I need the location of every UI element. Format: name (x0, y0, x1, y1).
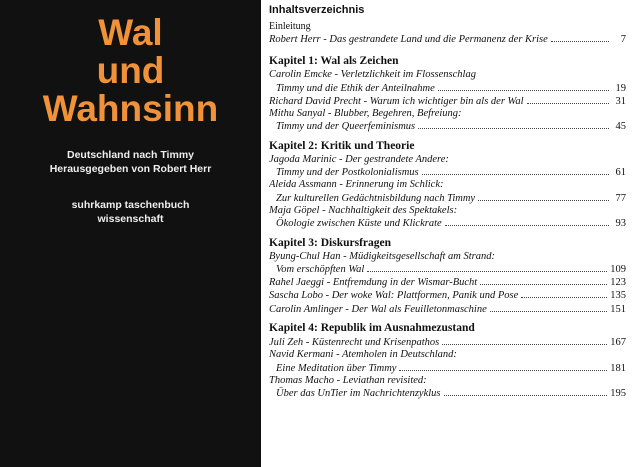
entry-row (269, 303, 626, 316)
toc-entry (269, 179, 626, 205)
entry-text: Eine Meditation über Timmy (276, 362, 397, 374)
entry-row (269, 336, 626, 349)
entry-text: Richard David Precht - Warum ich wichtiger bin als der Wal (269, 95, 524, 107)
dot-leader (521, 289, 607, 298)
dot-leader (490, 303, 607, 312)
page-number: 167 (610, 337, 626, 349)
entry-row (269, 276, 626, 289)
dot-leader (442, 336, 607, 345)
toc-heading: Inhaltsverzeichnis (269, 4, 365, 16)
cover-subtitle (0, 148, 261, 176)
entry-text: Jagoda Marinic - Der gestrandete Andere: (269, 153, 449, 165)
book-cover (0, 0, 261, 467)
dot-leader (422, 166, 609, 175)
dot-leader (480, 276, 607, 285)
page-number: 151 (610, 303, 626, 315)
entry-row (269, 362, 626, 375)
entry-text: Zur kulturellen Gedächtnisbildung nach Timmy (276, 192, 476, 204)
entry-text: Juli Zeh - Küstenrecht und Krisenpathos (269, 337, 440, 349)
entry-text: Mithu Sanyal - Blubber, Begehren, Befreiung: (269, 108, 462, 120)
page-number: 93 (615, 218, 626, 230)
page-number: 77 (615, 192, 626, 204)
dot-leader (399, 362, 607, 371)
entry-text: Byung-Chul Han - Müdigkeitsgesellschaft am Strand: (269, 250, 496, 262)
chapter-title: Kapitel 4: Republik im Ausnahmezustand (269, 322, 475, 335)
toc-entry (269, 95, 626, 108)
entry-row (269, 263, 626, 276)
entry-text: Carolin Emcke - Verletzlichkeit im Flossenschlag (269, 69, 476, 81)
entry-text: Vom erschöpften Wal (276, 263, 365, 275)
cover-publisher-line: suhrkamp taschenbuch (71, 199, 190, 211)
toc-entry (269, 205, 626, 231)
page-number: 123 (610, 277, 626, 289)
entry-text: Über das UnTier im Nachrichtenzyklus (276, 388, 441, 400)
toc-entry (269, 69, 626, 95)
toc-entry (269, 276, 626, 289)
entry-text: Robert Herr - Das gestrandete Land und die Permanenz der Krise (269, 34, 548, 45)
entry-row (269, 166, 626, 179)
intro-label: Einleitung (269, 21, 311, 32)
entry-row (269, 120, 626, 133)
page-number: 195 (610, 388, 626, 400)
entry-text: Carolin Amlinger - Der Wal als Feuilletonmaschine (269, 303, 487, 315)
chapter-section (269, 321, 626, 400)
dot-leader (418, 120, 609, 129)
entry-text: Aleida Assmann - Erinnerung im Schlick: (269, 179, 444, 191)
dot-leader (444, 387, 608, 396)
chapter-section (269, 139, 626, 231)
entry-text: Sascha Lobo - Der woke Wal: Plattformen, Panik und Pose (269, 290, 519, 302)
entry-row (269, 33, 626, 46)
chapter-title: Kapitel 1: Wal als Zeichen (269, 55, 399, 68)
cover-title (0, 14, 261, 128)
dot-leader (445, 217, 609, 226)
chapter-section (269, 236, 626, 316)
intro-entry (269, 33, 626, 46)
entry-row (269, 217, 626, 230)
chapter-title: Kapitel 3: Diskursfragen (269, 236, 392, 249)
page-number: 181 (610, 362, 626, 374)
entry-text: Rahel Jaeggi - Entfremdung in der Wismar-Bucht (269, 277, 478, 289)
toc-entry (269, 375, 626, 401)
toc-entry (269, 303, 626, 316)
entry-row (269, 289, 626, 302)
cover-subtitle-line: Deutschland nach Timmy (66, 149, 194, 161)
chapter-list (269, 54, 626, 400)
dot-leader (527, 95, 609, 104)
cover-publisher (0, 198, 261, 226)
toc-entry (269, 251, 626, 277)
toc-entry (269, 33, 626, 46)
cover-editor-line: Herausgegeben von Robert Herr (49, 163, 212, 175)
entry-row (269, 82, 626, 95)
entry-text: Thomas Macho - Leviathan revisited: (269, 374, 427, 386)
dot-leader (367, 263, 607, 272)
cover-title-line: Wahnsinn (42, 88, 219, 129)
entry-text: Ökologie zwischen Küste und Klickrate (276, 218, 442, 230)
entry-text: Navid Kermani - Atemholen in Deutschland: (269, 349, 457, 361)
page-number: 109 (610, 263, 626, 275)
cover-title-line: Wal (98, 12, 163, 53)
toc-entry (269, 108, 626, 134)
entry-row (269, 387, 626, 400)
dot-leader (478, 192, 609, 201)
page-number: 7 (620, 34, 626, 45)
toc-entry (269, 154, 626, 180)
entry-row (269, 192, 626, 205)
entry-text: Maja Göpel - Nachhaltigkeit des Spektakels: (269, 204, 458, 216)
entry-text: Timmy und der Postkolonialismus (276, 167, 419, 179)
cover-title-line: und (96, 50, 165, 91)
toc-entry (269, 336, 626, 349)
chapter-section (269, 54, 626, 133)
dot-leader (551, 33, 609, 42)
page-number: 61 (615, 167, 626, 179)
page-number: 19 (615, 82, 626, 94)
page-number: 45 (615, 121, 626, 133)
entry-row (269, 95, 626, 108)
entry-text: Timmy und der Queerfeminismus (276, 121, 416, 133)
toc-entry (269, 349, 626, 375)
page-number: 31 (615, 95, 626, 107)
dot-leader (438, 82, 609, 91)
page-number: 135 (610, 290, 626, 302)
toc-entry (269, 289, 626, 302)
entry-text: Timmy und die Ethik der Anteilnahme (276, 82, 435, 94)
chapter-title: Kapitel 2: Kritik und Theorie (269, 139, 415, 152)
table-of-contents (269, 3, 626, 401)
cover-series-line: wissenschaft (97, 213, 164, 225)
